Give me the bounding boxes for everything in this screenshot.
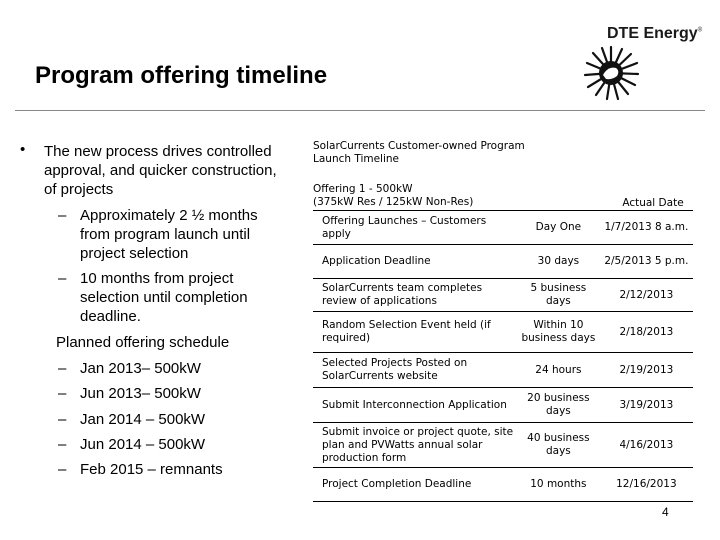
- duration-cell: Within 10 business days: [517, 312, 600, 353]
- milestone-cell: Random Selection Event held (if required): [313, 312, 517, 353]
- table-row: [313, 211, 693, 245]
- table-row: [313, 353, 693, 388]
- duration-cell: 40 business days: [517, 423, 600, 468]
- offering-header: Offering 1 - 500kW (375kW Res / 125kW Non-Res): [313, 183, 474, 208]
- sub-bullet-selection-text: Approximately 2 ½ months from program launch until project selection: [80, 207, 258, 262]
- dte-energy-logo: [582, 22, 707, 102]
- actual-date-header: Actual Date: [622, 197, 684, 209]
- duration-cell: 24 hours: [517, 353, 600, 388]
- duration-cell: 30 days: [517, 245, 600, 279]
- page-number: 4: [662, 505, 669, 519]
- milestone-cell: Submit invoice or project quote, site plan and PVWatts annual solar production form: [313, 423, 517, 468]
- milestone-cell: Project Completion Deadline: [313, 468, 517, 502]
- duration-cell: 5 business days: [517, 279, 600, 312]
- milestone-cell: Application Deadline: [313, 245, 517, 279]
- timeline-table: [313, 210, 693, 502]
- sub-bullet-completion-text: 10 months from project selection until completion deadline.: [80, 270, 248, 325]
- sunburst-logo-icon: [582, 44, 640, 102]
- logo-wordmark: DTE Energy®: [607, 25, 703, 42]
- table-row: [313, 312, 693, 353]
- date-cell: 4/16/2013: [600, 423, 693, 468]
- duration-cell: 10 months: [517, 468, 600, 502]
- duration-cell: Day One: [517, 211, 600, 245]
- table-row: [313, 468, 693, 502]
- date-cell: 2/19/2013: [600, 353, 693, 388]
- date-cell: 1/7/2013 8 a.m.: [600, 211, 693, 245]
- table-row: [313, 423, 693, 468]
- table-row: [313, 245, 693, 279]
- milestone-cell: SolarCurrents team completes review of applications: [313, 279, 517, 312]
- milestone-cell: Offering Launches – Customers apply: [313, 211, 517, 245]
- date-cell: 12/16/2013: [600, 468, 693, 502]
- page-title: Program offering timeline: [35, 62, 328, 89]
- planned-schedule-heading: Planned offering schedule: [56, 334, 230, 351]
- duration-cell: 20 business days: [517, 388, 600, 423]
- bullet-glyph: •: [20, 141, 26, 158]
- date-cell: 2/5/2013 5 p.m.: [600, 245, 693, 279]
- table-row: [313, 388, 693, 423]
- timeline-title: SolarCurrents Customer-owned Program Launch Timeline: [313, 140, 525, 165]
- table-row: [313, 279, 693, 312]
- date-cell: 3/19/2013: [600, 388, 693, 423]
- date-cell: 2/12/2013: [600, 279, 693, 312]
- milestone-cell: Selected Projects Posted on SolarCurrents website: [313, 353, 517, 388]
- bullet-main-text: The new process drives controlled approval, and quicker construction, of projects: [44, 143, 277, 198]
- milestone-cell: Submit Interconnection Application: [313, 388, 517, 423]
- title-divider: [15, 110, 705, 111]
- date-cell: 2/18/2013: [600, 312, 693, 353]
